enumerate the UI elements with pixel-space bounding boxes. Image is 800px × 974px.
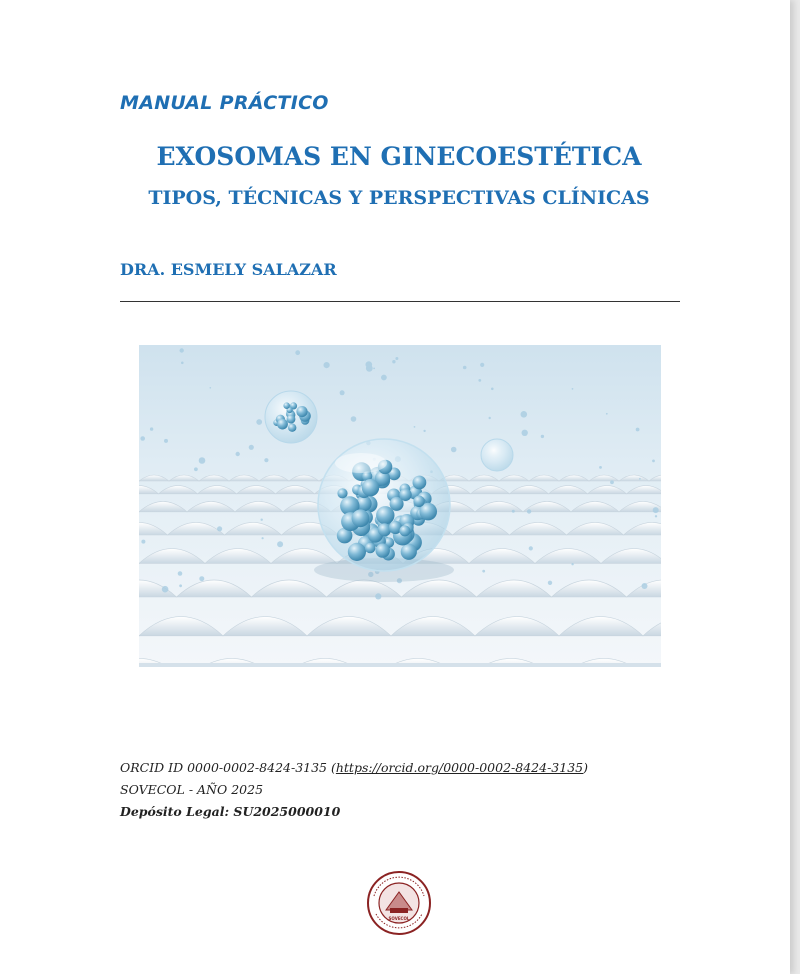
document-title: EXOSOMAS EN GINECOESTÉTICA: [156, 142, 642, 171]
series-label: MANUAL PRÁCTICO: [120, 92, 329, 114]
document-subtitle: TIPOS, TÉCNICAS Y PERSPECTIVAS CLÍNICAS: [148, 187, 650, 209]
orcid-prefix: ORCID ID 0000-0002-8424-3135 (: [120, 760, 336, 775]
sovecol-seal-icon: [366, 870, 432, 936]
orcid-suffix: ): [583, 760, 589, 775]
legal-deposit: Depósito Legal: SU2025000010: [120, 804, 341, 819]
title-divider: [120, 301, 680, 302]
exosome-illustration-icon: [139, 345, 661, 667]
seal-text: SOVECOL: [388, 916, 410, 921]
orcid-line: [120, 760, 588, 775]
publisher-line: SOVECOL - AÑO 2025: [120, 782, 264, 797]
orcid-link[interactable]: https://orcid.org/0000-0002-8424-3135: [335, 760, 584, 775]
author-name: DRA. ESMELY SALAZAR: [120, 260, 337, 279]
cover-image: [139, 345, 661, 667]
